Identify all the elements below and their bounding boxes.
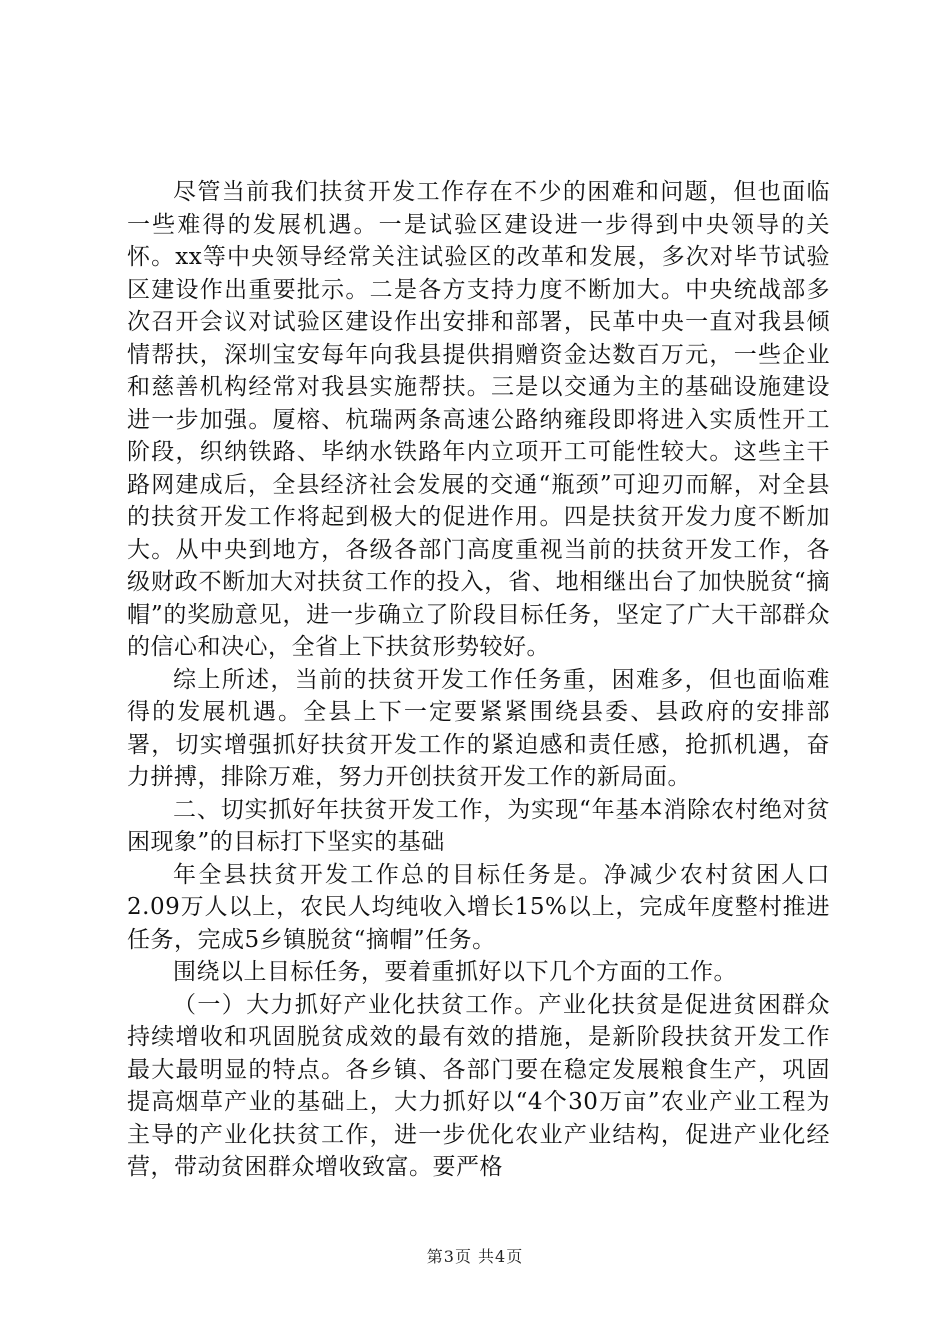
paragraph-opportunities: 尽管当前我们扶贫开发工作存在不少的困难和问题，但也面临一些难得的发展机遇。一是试验区建设进一步得到中央领导的关怀。xx等中央领导经常关注试验区的改革和发展，多次对毕节试验区建设作出重要批示。二是各方支持力度不断加大。中央统战部多次召开会议对试验区建设作出安排和部署，民革中央一直对我县倾情帮扶，深圳宝安每年向我县提供捐赠资金达数百万元，一些企业和慈善机构经常对我县实施帮扶。三是以交通为主的基础设施建设进一步加强。厦榕、杭瑞两条高速公路纳雍段即将进入实质性开工阶段，织纳铁路、毕纳水铁路年内立项开工可能性较大。这些主干路网建成后，全县经济社会发展的交通“瓶颈”可迎刃而解，对全县的扶贫开发工作将起到极大的促进作用。四是扶贫开发力度不断加大。从中央到地方，各级各部门高度重视当前的扶贫开发工作，各级财政不断加大对扶贫工作的投入，省、地相继出台了加快脱贫“摘帽”的奖励意见，进一步确立了阶段目标任务，坚定了广大干部群众的信心和决心，全省上下扶贫形势较好。 <box>127 179 830 660</box>
paragraph-industrialization: （一）大力抓好产业化扶贫工作。产业化扶贫是促进贫困群众持续增收和巩固脱贫成效的最有效的措施，是新阶段扶贫开发工作最大最明显的特点。各乡镇、各部门要在稳定发展粮食生产，巩固提高烟草产业的基础上，大力抓好以“4个30万亩”农业产业工程为主导的产业化扶贫工作，进一步优化农业产业结构，促进产业化经营，带动贫困群众增收致富。要严格 <box>127 991 830 1180</box>
document-body <box>127 176 830 1184</box>
paragraph-annual-targets: 年全县扶贫开发工作总的目标任务是。净减少农村贫困人口2.09万人以上，农民人均纯收入增长15%以上，完成年度整村推进任务，完成5乡镇脱贫“摘帽”任务。 <box>127 861 830 953</box>
paragraph-focus-areas: 围绕以上目标任务，要着重抓好以下几个方面的工作。 <box>173 959 737 985</box>
section-heading-two: 二、切实抓好年扶贫开发工作，为实现“年基本消除农村绝对贫困现象”的目标打下坚实的基础 <box>127 796 830 855</box>
paragraph-summary: 综上所述，当前的扶贫开发工作任务重，困难多，但也面临难得的发展机遇。全县上下一定要紧紧围绕县委、县政府的安排部署，切实增强抓好扶贫开发工作的紧迫感和责任感，抢抓机遇，奋力拼搏，排除万难，努力开创扶贫开发工作的新局面。 <box>127 666 830 790</box>
page-footer <box>0 1244 950 1267</box>
page-number-label: 第3页 共4页 <box>426 1247 524 1266</box>
